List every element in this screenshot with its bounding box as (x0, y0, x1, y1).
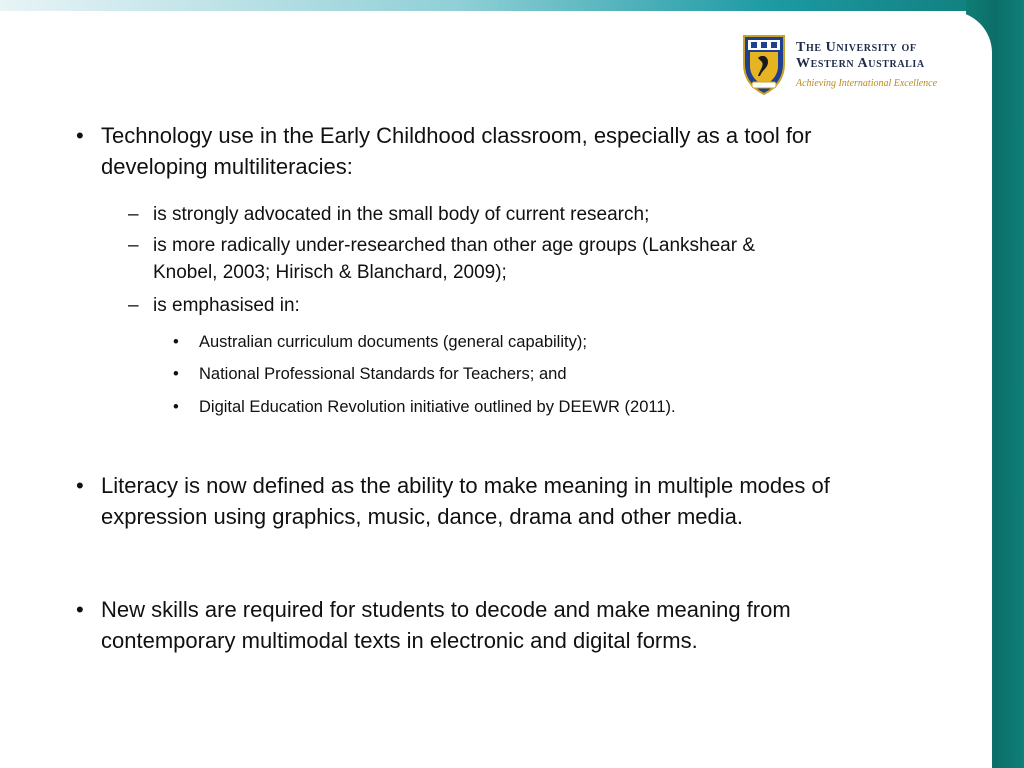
bullet-mark: • (76, 473, 84, 498)
subbullet-text: is strongly advocated in the small body of current research; (153, 204, 650, 225)
subsubbullet-text: Australian curriculum documents (general capability); (199, 333, 587, 351)
logo-name-line1: The University of (796, 40, 917, 55)
subsubbullet-text: National Professional Standards for Teachers; and (199, 365, 567, 383)
logo-name-line2: Western Australia (796, 56, 925, 71)
subsubbullet-text: Digital Education Revolution initiative outlined by DEEWR (2011). (199, 398, 676, 416)
dash-mark: – (128, 204, 139, 225)
bullet-mark: • (173, 398, 179, 416)
dash-mark: – (128, 235, 139, 256)
subbullet-text: is more radically under-researched than other age groups (Lankshear & Knobel, 2003; Hirisch & Blanchard, 2009); (153, 235, 755, 283)
logo-tagline: Achieving International Excellence (796, 78, 938, 89)
bullet-text: Technology use in the Early Childhood classroom, especially as a tool for developing multiliteracies: (101, 123, 812, 179)
bullet-mark: • (173, 365, 179, 383)
bullet-mark: • (173, 333, 179, 351)
dash-mark: – (128, 295, 139, 316)
bullet-text: New skills are required for students to decode and make meaning from contemporary multimodal texts in electronic and digital forms. (101, 597, 791, 653)
bullet-text: Literacy is now defined as the ability to make meaning in multiple modes of expression using graphics, music, dance, drama and other media. (101, 473, 830, 529)
bullet-mark: • (76, 597, 84, 622)
subbullet-text: is emphasised in: (153, 295, 300, 316)
bullet-mark: • (76, 123, 84, 148)
